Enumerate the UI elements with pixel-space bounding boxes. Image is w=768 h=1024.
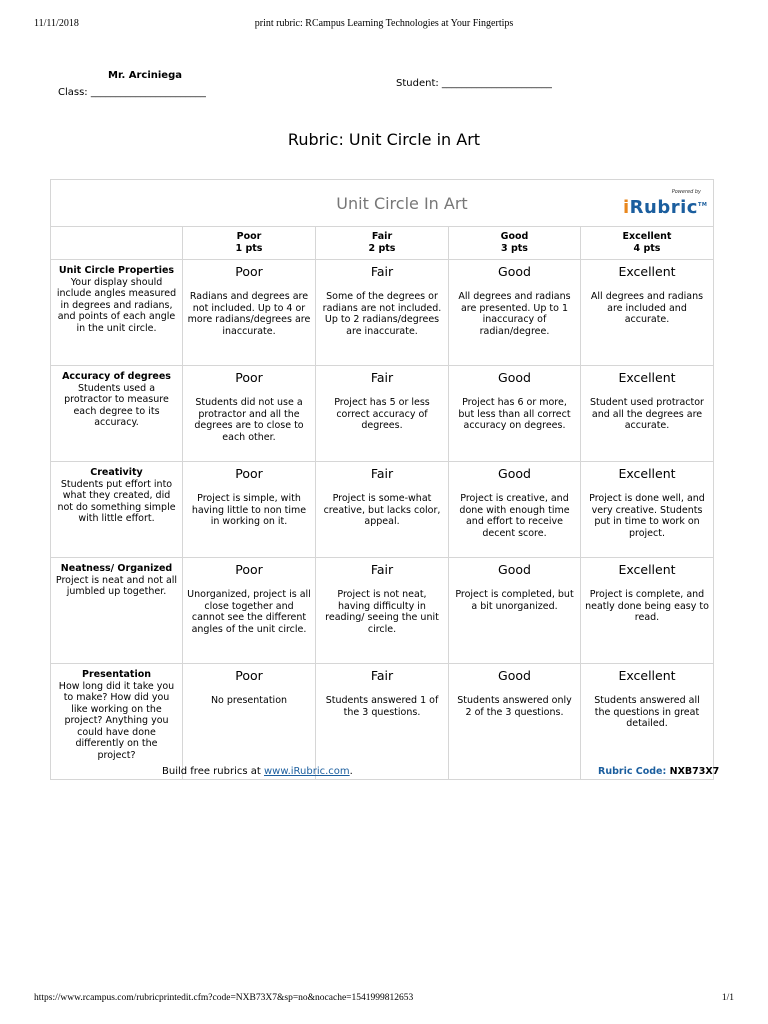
level-description: All degrees and radians are included and accurate. <box>590 291 704 325</box>
level-description: Project has 5 or less correct accuracy of degrees. <box>334 397 430 431</box>
print-date: 11/11/2018 <box>34 18 79 29</box>
level-description: Students did not use a protractor and all the degrees are to close to each other. <box>194 397 304 443</box>
level-label: Good <box>498 668 531 683</box>
criterion-row <box>51 260 714 366</box>
logo-wordmark <box>623 195 708 218</box>
level-description: Students answered 1 of the 3 questions. <box>325 695 439 718</box>
criterion-description: Students put effort into what they created, did not do something simple with little effort. <box>57 478 176 524</box>
footer-url: https://www.rcampus.com/rubricprintedit.cfm?code=NXB73X7&sp=no&nocache=1541999812653 <box>34 993 414 1003</box>
logo-rest: Rubric <box>629 197 698 218</box>
criterion-description: Project is neat and not all jumbled up together. <box>55 574 178 597</box>
criterion-name: Unit Circle Properties <box>58 265 175 276</box>
level-label: Excellent <box>618 264 676 279</box>
criterion-row <box>51 664 714 780</box>
logo-powered-by: Powered by <box>671 189 701 195</box>
level-label: Good <box>498 370 531 385</box>
level-cell[interactable] <box>449 558 581 664</box>
level-cell[interactable] <box>449 462 581 558</box>
page-number: 1/1 <box>721 993 734 1003</box>
level-cell[interactable] <box>581 664 714 780</box>
criterion-description: How long did it take you to make? How did you like working on the project? Anything you could have done differently on the project? <box>58 680 175 761</box>
student-field: Student: ______________________ <box>396 78 552 89</box>
level-description: Radians and degrees are not included. Up to 4 or more radians/degrees are inaccurate. <box>187 291 311 337</box>
level-cell[interactable] <box>581 462 714 558</box>
level-cell[interactable] <box>581 260 714 366</box>
irubric-link[interactable]: www.iRubric.com <box>263 766 350 777</box>
criterion-cell <box>51 366 183 462</box>
print-title: print rubric: RCampus Learning Technologies at Your Fingertips <box>254 18 514 29</box>
level-label: Good <box>498 562 531 577</box>
criterion-description: Students used a protractor to measure each degree to its accuracy. <box>64 382 169 428</box>
level-label: Good <box>498 264 531 279</box>
criterion-description: Your display should include angles measured in degrees and radians, and points of each angle in the unit circle. <box>56 276 177 334</box>
level-pts: 4 pts <box>633 243 661 254</box>
level-cell[interactable] <box>183 664 316 780</box>
level-label: Excellent <box>618 562 676 577</box>
level-name: Fair <box>371 231 393 242</box>
level-description: Project is not neat, having difficulty in reading/ seeing the unit circle. <box>325 589 439 635</box>
criterion-cell <box>51 558 183 664</box>
logo-i-letter: i <box>623 197 630 218</box>
rubric-code <box>598 766 719 777</box>
level-header-row <box>51 227 714 260</box>
level-description: Project is complete, and neatly done being easy to read. <box>585 589 709 623</box>
level-cell[interactable] <box>183 366 316 462</box>
criterion-cell <box>51 664 183 780</box>
level-label: Excellent <box>618 466 676 481</box>
level-label: Poor <box>235 668 263 683</box>
level-label: Poor <box>235 466 263 481</box>
criterion-cell <box>51 260 183 366</box>
criterion-name: Neatness/ Organized <box>60 563 173 574</box>
level-description: All degrees and radians are presented. Up to 1 inaccuracy of radian/degree. <box>458 291 571 337</box>
page-title: Rubric: Unit Circle in Art <box>287 130 481 149</box>
level-pts: 2 pts <box>368 243 396 254</box>
level-cell[interactable] <box>316 260 449 366</box>
level-pts: 3 pts <box>501 243 528 254</box>
irubric-logo[interactable] <box>623 189 708 218</box>
build-rubrics-line <box>162 766 353 777</box>
level-header-excellent <box>581 227 714 260</box>
criterion-name: Accuracy of degrees <box>62 371 171 382</box>
rubric-code-value: NXB73X7 <box>669 766 720 777</box>
level-description: Project is done well, and very creative. Students put in time to work on project. <box>589 493 705 539</box>
level-label: Excellent <box>618 668 676 683</box>
criterion-name: Creativity <box>90 467 143 478</box>
level-label: Poor <box>235 562 263 577</box>
level-description: Project is completed, but a bit unorganized. <box>455 589 574 612</box>
criterion-row <box>51 558 714 664</box>
table-title-row <box>51 180 714 227</box>
level-cell[interactable] <box>449 366 581 462</box>
level-label: Poor <box>235 370 263 385</box>
teacher-name: Mr. Arciniega <box>108 70 182 81</box>
level-description: Student used protractor and all the degrees are accurate. <box>590 397 704 431</box>
level-label: Poor <box>235 264 263 279</box>
level-cell[interactable] <box>316 664 449 780</box>
level-cell[interactable] <box>449 260 581 366</box>
level-description: Project is simple, with having little to non time in working on it. <box>191 493 307 527</box>
class-field: Class: _______________________ <box>58 87 206 98</box>
level-label: Excellent <box>618 370 676 385</box>
level-description: Project is creative, and done with enough time and effort to receive decent score. <box>459 493 570 539</box>
level-description: Some of the degrees or radians are not included. Up to 2 radians/degrees are inaccurate. <box>322 291 442 337</box>
level-cell[interactable] <box>581 366 714 462</box>
table-title: Unit Circle In Art <box>336 193 468 213</box>
criterion-cell <box>51 462 183 558</box>
level-description: Students answered only 2 of the 3 questions. <box>457 695 572 718</box>
level-header-poor <box>183 227 316 260</box>
table-title-cell <box>51 180 714 227</box>
criterion-row <box>51 462 714 558</box>
level-description: No presentation <box>210 695 288 706</box>
rubric-code-label: Rubric Code: <box>598 766 667 777</box>
level-description: Students answered all the questions in great detailed. <box>594 695 700 729</box>
level-cell[interactable] <box>183 558 316 664</box>
level-label: Fair <box>370 562 394 577</box>
level-pts: 1 pts <box>235 243 263 254</box>
rubric-table <box>50 179 714 780</box>
level-header-fair <box>316 227 449 260</box>
level-label: Fair <box>370 264 394 279</box>
level-label: Fair <box>370 466 394 481</box>
level-cell[interactable] <box>449 664 581 780</box>
criterion-row <box>51 366 714 462</box>
level-cell[interactable] <box>183 260 316 366</box>
level-header-good <box>449 227 581 260</box>
build-prefix: Build free rubrics at <box>162 766 264 777</box>
header-empty-cell <box>51 227 183 260</box>
level-description: Unorganized, project is all close together and cannot see the different angles of the unit circle. <box>187 589 311 635</box>
logo-tm: TM <box>697 202 708 208</box>
level-label: Fair <box>370 668 394 683</box>
level-cell[interactable] <box>581 558 714 664</box>
criterion-name: Presentation <box>82 669 151 680</box>
level-label: Good <box>498 466 531 481</box>
level-name: Poor <box>236 231 262 242</box>
build-suffix: . <box>349 766 353 777</box>
level-description: Project is some-what creative, but lacks color, appeal. <box>323 493 441 527</box>
level-name: Excellent <box>622 231 672 242</box>
level-description: Project has 6 or more, but less than all correct accuracy on degrees. <box>458 397 571 431</box>
level-cell[interactable] <box>316 558 449 664</box>
level-label: Fair <box>370 370 394 385</box>
level-cell[interactable] <box>183 462 316 558</box>
level-cell[interactable] <box>316 366 449 462</box>
level-cell[interactable] <box>316 462 449 558</box>
level-name: Good <box>500 231 529 242</box>
